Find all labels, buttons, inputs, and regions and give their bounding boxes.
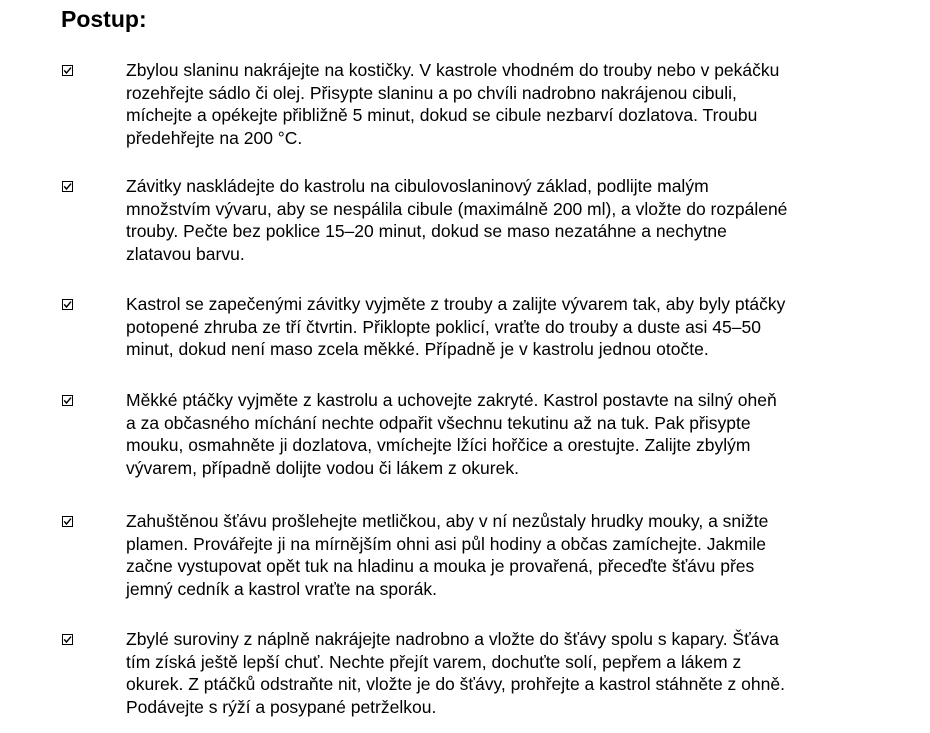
step-text: Měkké ptáčky vyjměte z kastrolu a uchovejte zakryté. Kastrol postavte na silný oheň a za občasného míchání nechte odpařit všechnu tekutinu až na tuk. Pak přisypte mouku, osmahněte ji dozlatova, vmíchejte lžíci hořčice a orestujte. Zalijte zbylým vývarem, případně dolijte vodou či lákem z okurek. [126, 390, 777, 478]
checkbox-checked-icon [62, 181, 73, 192]
checkbox-checked-icon [62, 299, 73, 310]
step-text: Kastrol se zapečenými závitky vyjměte z trouby a zalijte vývarem tak, aby byly ptáčky potopené zhruba ze tří čtvrtin. Přiklopte poklicí, vraťte do trouby a duste asi 45–50 minut, dokud není maso zcela měkké. Případně je v kastrolu jednou otočte. [126, 294, 786, 360]
checkbox-checked-icon [62, 634, 73, 645]
checkbox-checked-icon [62, 395, 73, 406]
step-text: Zbylé suroviny z náplně nakrájejte nadrobno a vložte do šťávy spolu s kapary. Šťáva tím získá ještě lepší chuť. Nechte přejít varem, dochuťte solí, pepřem a lákem z okurek. Z ptáčků odstraňte nit, vložte je do šťávy, prohřejte a kastrol stáhněte z ohně. Podávejte s rýží a posypané petrželkou. [126, 629, 785, 717]
step-text: Zahuštěnou šťávu prošlehejte metličkou, aby v ní nezůstaly hrudky mouky, a snižte plamen. Provářejte ji na mírnějším ohni asi půl hodiny a občas zamíchejte. Jakmile začne vystupovat opět tuk na hladinu a mouka je provařená, přeceďte šťávu přes jemný cedník a kastrol vraťte na sporák. [126, 511, 769, 599]
step-text: Zbylou slaninu nakrájejte na kostičky. V kastrole vhodném do trouby nebo v pekáčku rozehřejte sádlo či olej. Přisypte slaninu a po chvíli nadrobno nakrájenou cibuli, míchejte a opékejte přibližně 5 minut, dokud se cibule nezbarví dozlatova. Troubu předehřejte na 200 °C. [126, 60, 780, 148]
step-text: Závitky naskládejte do kastrolu na cibulovoslaninový základ, podlijte malým množstvím vývaru, aby se nespálila cibule (maximálně 200 ml), a vložte do rozpálené trouby. Pečte bez poklice 15–20 minut, dokud se maso nezatáhne a nechytne zlatavou barvu. [126, 176, 788, 264]
checkbox-checked-icon [62, 65, 73, 76]
checkbox-checked-icon [62, 516, 73, 527]
page-title: Postup: [61, 6, 147, 32]
